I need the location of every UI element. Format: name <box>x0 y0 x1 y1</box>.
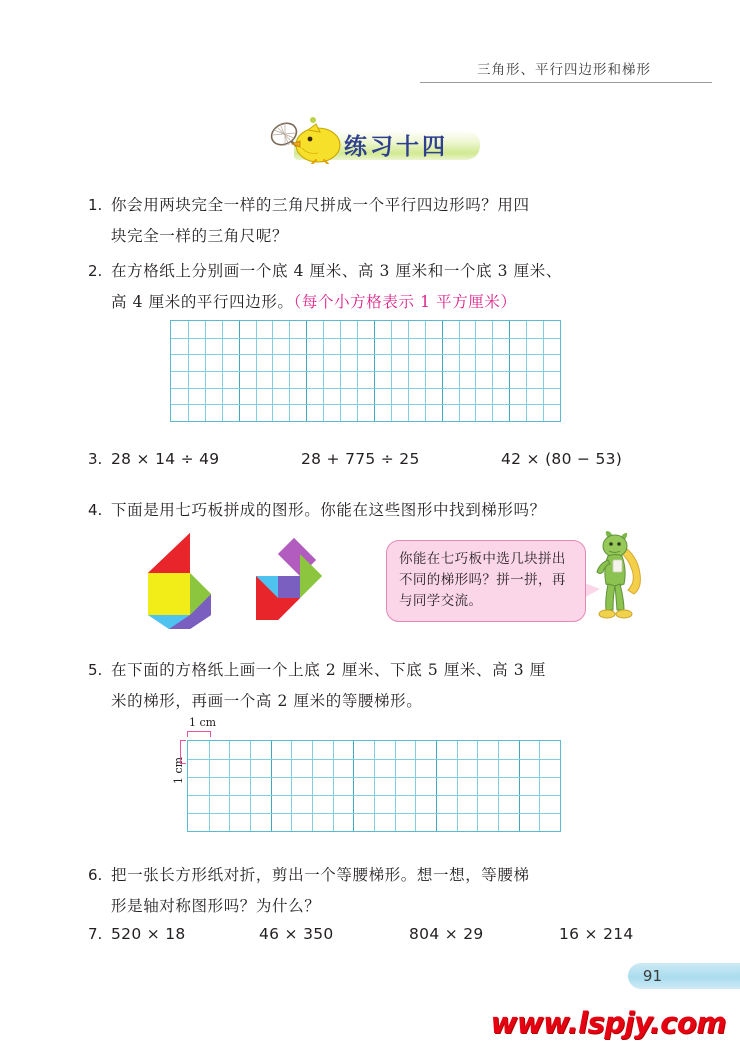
question-2-number: 2. <box>88 262 103 280</box>
question-7-item-4: 16 × 214 <box>559 925 634 943</box>
grid-brace-left <box>180 740 186 764</box>
tangram-figure-2 <box>236 532 332 632</box>
grid-brace-top <box>187 731 211 737</box>
tangram-figure-1 <box>134 533 234 631</box>
question-4 <box>88 495 546 526</box>
question-2-note: （每个小方格表示 1 平方厘米） <box>293 293 517 311</box>
question-5-line1: 在下面的方格纸上画一个上底 2 厘米、下底 5 厘米、高 3 厘 <box>111 661 546 679</box>
question-3-item-2: 28 + 775 ÷ 25 <box>301 450 420 468</box>
green-dinosaur-icon <box>586 530 648 626</box>
question-1 <box>88 190 530 252</box>
grid-paper-question-5 <box>187 740 561 832</box>
question-3 <box>88 450 622 468</box>
grid-line-horizontal <box>171 404 560 405</box>
grid-line-vertical <box>353 741 354 831</box>
question-5 <box>88 655 546 717</box>
grid-line-vertical <box>415 741 416 831</box>
question-1-number: 1. <box>88 196 103 214</box>
question-7 <box>88 925 634 943</box>
question-4-line1: 下面是用七巧板拼成的图形。你能在这些图形中找到梯形吗？ <box>111 501 546 519</box>
question-2-line1: 在方格纸上分别画一个底 4 厘米、高 3 厘米和一个底 3 厘米、 <box>111 262 562 280</box>
grid-label-left-1cm: 1 cm <box>172 756 185 784</box>
running-head-rule <box>420 82 712 83</box>
question-1-line2: 块完全一样的三角尺呢？ <box>111 227 289 245</box>
question-5-line2: 米的梯形，再画一个高 2 厘米的等腰梯形。 <box>111 692 423 710</box>
grid-line-vertical <box>250 741 251 831</box>
grid-line-horizontal <box>188 795 560 796</box>
grid-line-vertical <box>477 741 478 831</box>
grid-paper-question-2 <box>170 320 561 422</box>
question-7-item-2: 46 × 350 <box>259 925 334 943</box>
grid-line-vertical <box>374 741 375 831</box>
section-title: 练习十四 <box>344 133 448 160</box>
grid-line-vertical <box>539 741 540 831</box>
grid-line-horizontal <box>171 388 560 389</box>
question-6-number: 6. <box>88 866 103 884</box>
page-number: 91 <box>642 967 662 985</box>
grid-line-horizontal <box>188 759 560 760</box>
question-3-number: 3. <box>88 450 103 468</box>
question-2-line2 <box>111 287 562 318</box>
question-7-item-3: 804 × 29 <box>409 925 484 943</box>
question-3-item-1: 28 × 14 ÷ 49 <box>111 450 220 468</box>
grid-line-vertical <box>312 741 313 831</box>
running-head <box>420 58 708 83</box>
grid-line-vertical <box>271 741 272 831</box>
grid-line-vertical <box>519 741 520 831</box>
grid-line-vertical <box>498 741 499 831</box>
grid-line-horizontal <box>171 371 560 372</box>
question-3-item-3: 42 × (80 − 53) <box>501 450 623 468</box>
grid-line-vertical <box>395 741 396 831</box>
question-7-number: 7. <box>88 925 103 943</box>
question-2 <box>88 256 562 318</box>
question-6-line1: 把一张长方形纸对折，剪出一个等腰梯形。想一想，等腰梯 <box>111 866 530 884</box>
question-5-number: 5. <box>88 661 103 679</box>
section-title-banner <box>258 112 480 164</box>
running-head-text: 三角形、平行四边形和梯形 <box>477 62 651 78</box>
grid-line-vertical <box>291 741 292 831</box>
site-watermark: www.lspjy.com <box>490 1006 726 1040</box>
grid-line-vertical <box>436 741 437 831</box>
question-7-item-1: 520 × 18 <box>111 925 186 943</box>
grid-line-horizontal <box>188 777 560 778</box>
grid-line-vertical <box>209 741 210 831</box>
grid-line-horizontal <box>171 354 560 355</box>
grid-line-vertical <box>229 741 230 831</box>
grid-line-vertical <box>333 741 334 831</box>
question-6 <box>88 860 530 922</box>
question-1-line1: 你会用两块完全一样的三角尺拼成一个平行四边形吗？用四 <box>111 196 530 214</box>
question-4-number: 4. <box>88 501 103 519</box>
grid-label-top-1cm: 1 cm <box>189 716 217 729</box>
grid-line-horizontal <box>171 338 560 339</box>
grid-line-horizontal <box>188 813 560 814</box>
question-2-line2-text: 高 4 厘米的平行四边形。 <box>111 293 294 311</box>
question-6-line2: 形是轴对称图形吗？为什么？ <box>111 897 321 915</box>
grid-line-vertical <box>457 741 458 831</box>
speech-bubble: 你能在七巧板中选几块拼出不同的梯形吗？拼一拼，再与同学交流。 <box>386 540 586 622</box>
